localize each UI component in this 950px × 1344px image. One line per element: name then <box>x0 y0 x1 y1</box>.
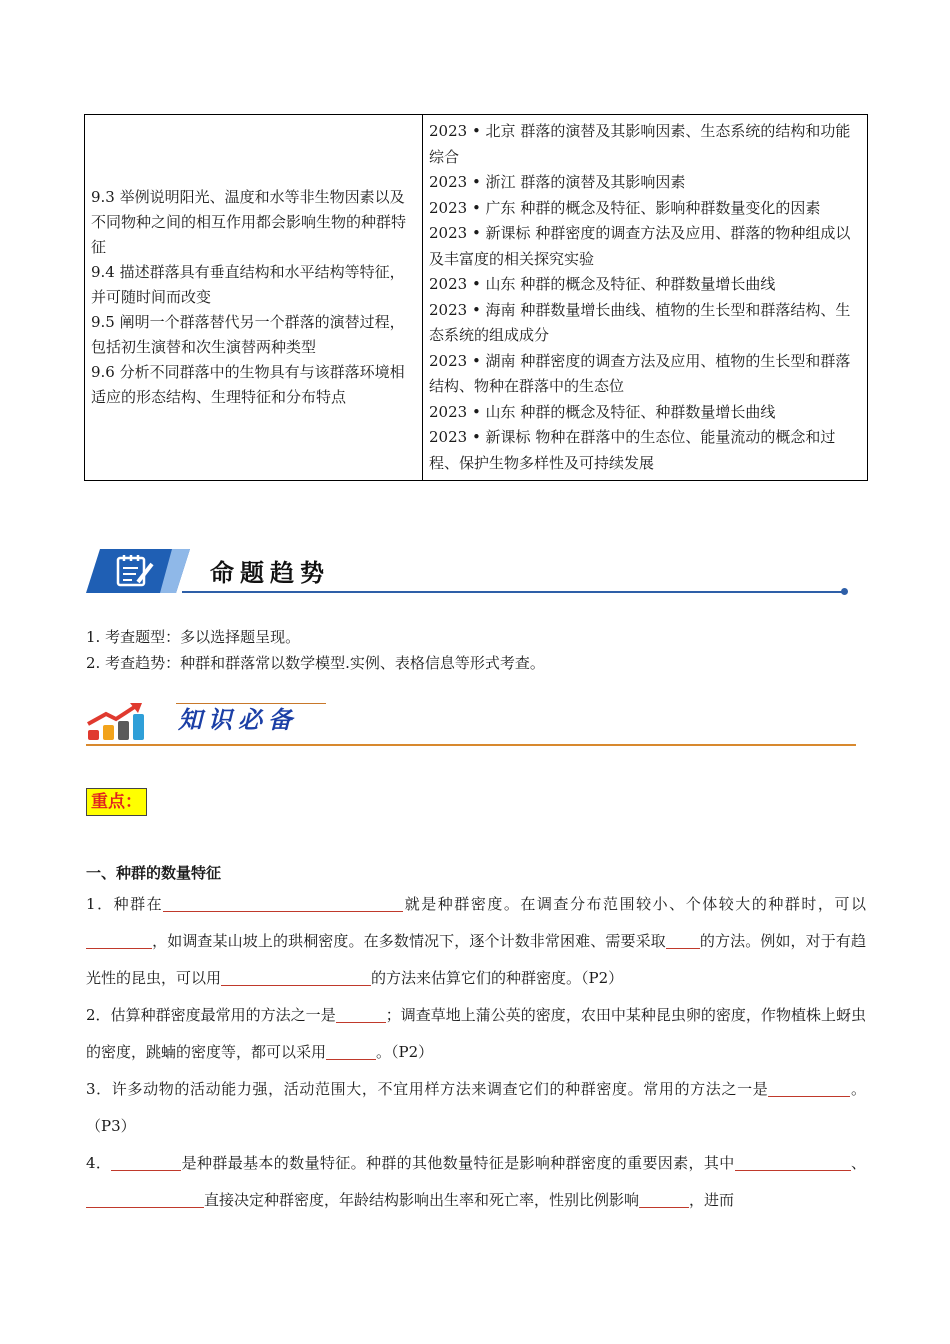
fill-blank[interactable] <box>86 930 152 949</box>
fill-blank[interactable] <box>111 1152 181 1171</box>
text-run: 是种群最基本的数量特征。种群的其他数量特征是影响种群密度的重要因素，其中 <box>181 1154 735 1172</box>
text-run: 3．许多动物的活动能力强，活动范围大，不宜用样方法来调查它们的种群密度。常用的方法之一是 <box>86 1080 769 1098</box>
trend-list <box>86 624 545 676</box>
rule-end-dot <box>841 588 848 595</box>
fill-blank[interactable] <box>86 1189 204 1208</box>
exam-item: 2023 • 新课标 物种在群落中的生态位、能量流动的概念和过程、保护生物多样性及可持续发展 <box>429 428 836 472</box>
content-heading: 一、种群的数量特征 <box>86 864 222 882</box>
section-header-trend <box>86 549 848 599</box>
text-run: 1．种群在 <box>86 895 164 913</box>
text-run: 直接决定种群密度，年龄结构影响出生率和死亡率，性别比例影响 <box>204 1191 640 1209</box>
question-paragraph <box>86 886 866 997</box>
fill-blank[interactable] <box>639 1189 689 1208</box>
text-run: 就是种群密度。在调查分布范围较小、个体较大的种群时，可以 <box>403 895 866 913</box>
text-run: 、 <box>850 1154 866 1172</box>
requirement-item: 9.5 阐明一个群落替代另一个群落的演替过程，包括初生演替和次生演替两种类型 <box>91 313 405 356</box>
table-row <box>85 115 868 481</box>
trend-item: 2. 考查趋势：种群和群落常以数学模型.实例、表格信息等形式考查。 <box>86 654 545 672</box>
text-run: ，进而 <box>689 1191 735 1209</box>
fill-blank[interactable] <box>666 930 700 949</box>
text-run: 。（P2） <box>376 1043 434 1061</box>
exam-item: 2023 • 北京 群落的演替及其影响因素、生态系统的结构和功能综合 <box>429 122 851 166</box>
trend-item: 1. 考查题型：多以选择题呈现。 <box>86 628 301 646</box>
fill-blank[interactable] <box>768 1078 802 1097</box>
requirement-item: 9.3 举例说明阳光、温度和水等非生物因素以及不同物种之间的相互作用都会影响生物的种群特征 <box>91 188 407 256</box>
section-header-knowledge <box>86 700 858 748</box>
question-paragraph <box>86 1145 866 1219</box>
section-rule <box>182 591 842 593</box>
text-run: 。（P3） <box>86 1080 866 1135</box>
exam-item: 2023 • 新课标 种群密度的调查方法及应用、群落的物种组成以及丰富度的相关探究实验 <box>429 224 851 268</box>
exam-item: 2023 • 浙江 群落的演替及其影响因素 <box>429 173 686 191</box>
exam-item: 2023 • 山东 种群的概念及特征、种群数量增长曲线 <box>429 402 776 421</box>
text-run: 的方法。例如，对于有趋光性的昆虫，可以用 <box>86 932 866 987</box>
text-run: 4． <box>86 1154 112 1172</box>
fill-blank[interactable] <box>336 1004 386 1023</box>
fill-blank[interactable] <box>163 893 403 912</box>
bar-chart-growth-icon <box>86 702 152 742</box>
text-run: ；调查草地上蒲公英的密度，农田中某种昆虫卵的密度，作物植株上蚜虫的密度，跳蝻的密度等，都可以采用 <box>86 1006 866 1061</box>
fill-blank[interactable] <box>803 1152 851 1171</box>
text-run: 2．估算种群密度最常用的方法之一是 <box>86 1006 336 1024</box>
section-title: 知识必备 <box>178 705 298 734</box>
text-run: 的方法来估算它们的种群密度。（P2） <box>371 969 624 987</box>
requirement-item: 9.4 描述群落具有垂直结构和水平结构等特征，并可随时间而改变 <box>91 263 405 306</box>
fill-blank[interactable] <box>221 967 371 986</box>
requirement-item: 9.6 分析不同群落中的生物具有与该群落环境相适应的形态结构、生理特征和分布特点 <box>91 363 405 406</box>
section-rule <box>86 744 856 746</box>
text-run: ，如调查某山坡上的珙桐密度。在多数情况下，逐个计数非常困难、需要采取 <box>152 932 666 950</box>
fill-blank[interactable] <box>326 1041 376 1060</box>
curriculum-table <box>84 114 868 481</box>
exams-cell <box>423 115 868 481</box>
question-paragraph <box>86 1071 866 1145</box>
fill-blank[interactable] <box>735 1152 803 1171</box>
exam-item: 2023 • 湖南 种群密度的调查方法及应用、植物的生长型和群落结构、物种在群落中的生态位 <box>429 351 851 395</box>
fill-blank[interactable] <box>802 1078 850 1097</box>
exam-item: 2023 • 海南 种群数量增长曲线、植物的生长型和群落结构、生态系统的组成成分 <box>429 300 851 344</box>
question-paragraph <box>86 997 866 1071</box>
exam-item: 2023 • 广东 种群的概念及特征、影响种群数量变化的因素 <box>429 198 821 217</box>
requirements-cell <box>85 115 423 481</box>
knowledge-content <box>86 860 866 1219</box>
section-title: 命题趋势 <box>210 558 330 587</box>
exam-item: 2023 • 山东 种群的概念及特征、种群数量增长曲线 <box>429 275 776 293</box>
key-points-label: 重点： <box>86 788 147 816</box>
notepad-pen-icon <box>86 549 190 593</box>
